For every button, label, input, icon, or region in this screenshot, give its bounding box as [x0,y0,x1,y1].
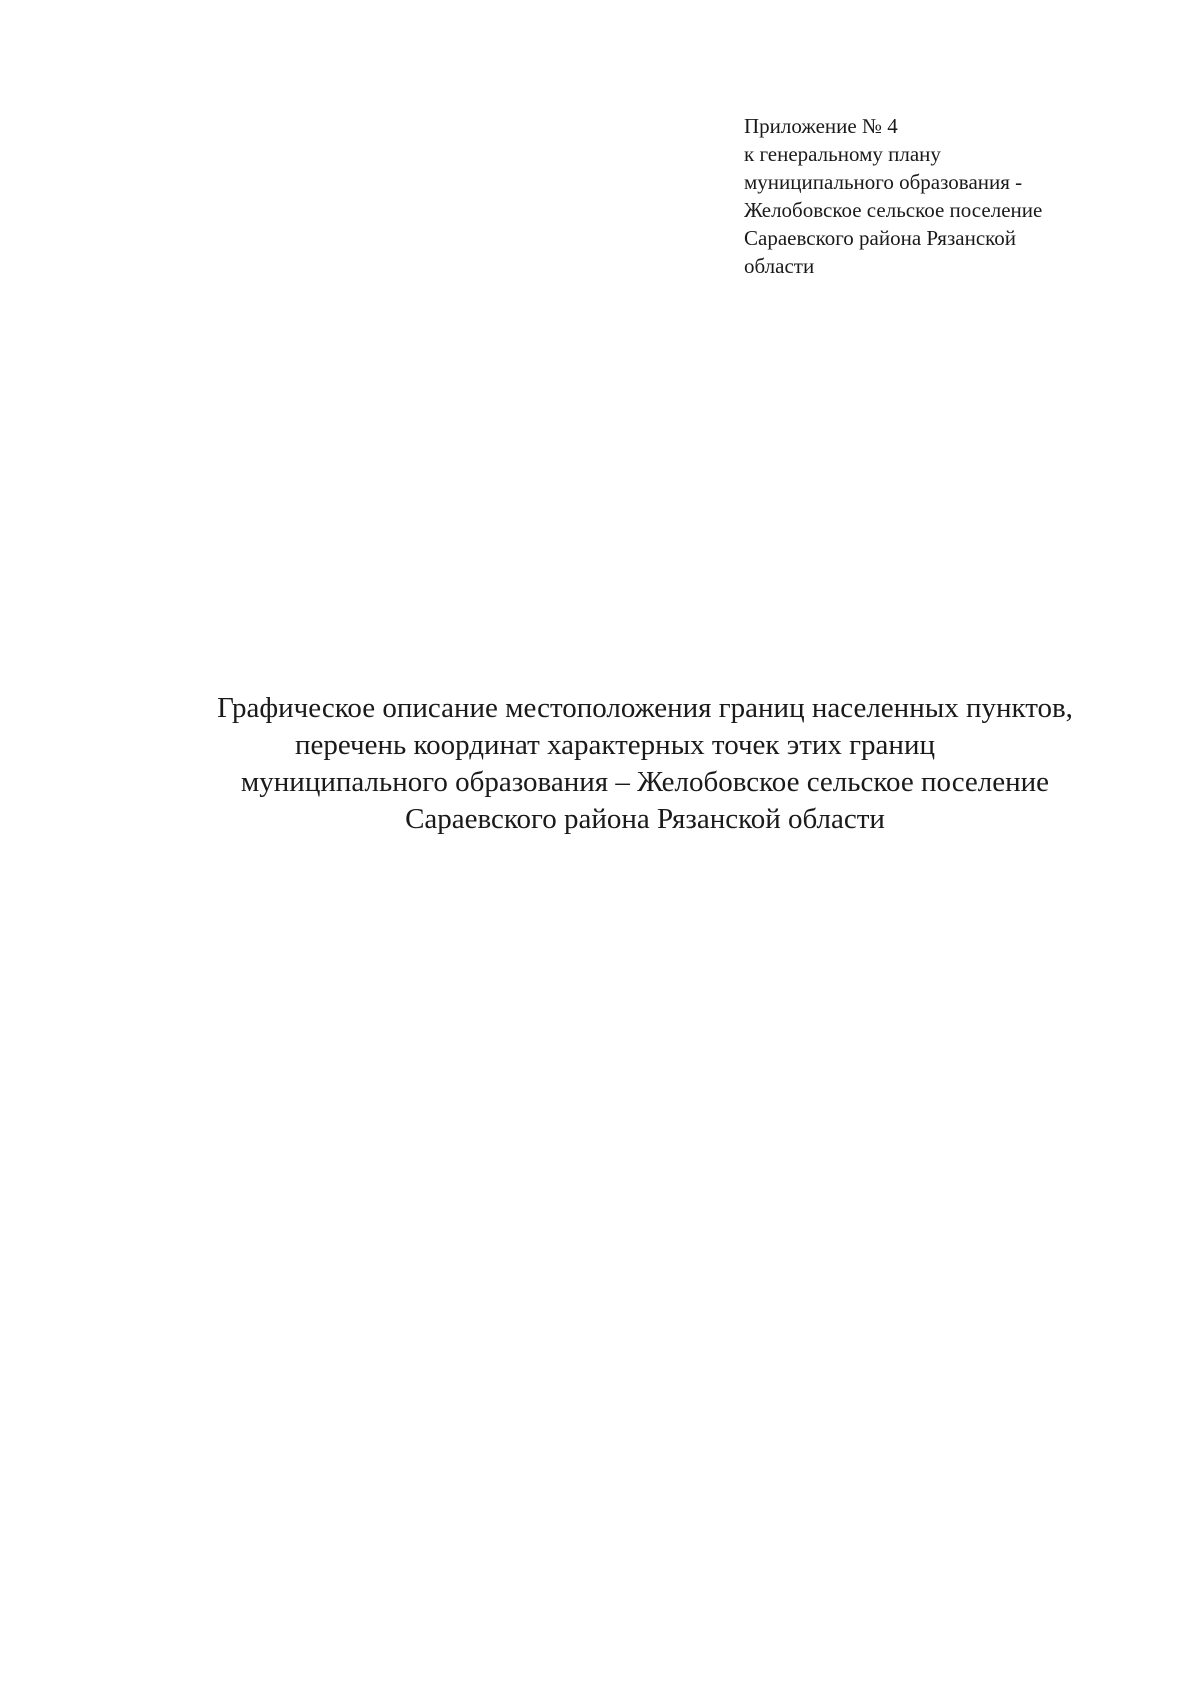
appendix-note-line-4: Желобовское сельское поселение [744,198,1043,222]
document-title-line-3: муниципального образования – Желобовское сельское поселение [240,766,1050,798]
document-title [0,690,1200,838]
appendix-note [744,112,1164,280]
appendix-note-line-1: Приложение № 4 [744,114,898,138]
appendix-note-line-2: к генеральному плану [744,142,941,166]
document-title-line-4: Сараевского района Рязанской области [405,803,885,835]
appendix-note-line-5: Сараевского района Рязанской [744,226,1017,250]
document-title-line-2: перечень координат характерных точек этих границ [295,729,935,761]
document-title-line-1: Графическое описание местоположения границ населенных пунктов, [217,692,1073,724]
appendix-note-line-6: области [744,254,815,278]
appendix-note-line-3: муниципального образования - [744,170,1023,194]
